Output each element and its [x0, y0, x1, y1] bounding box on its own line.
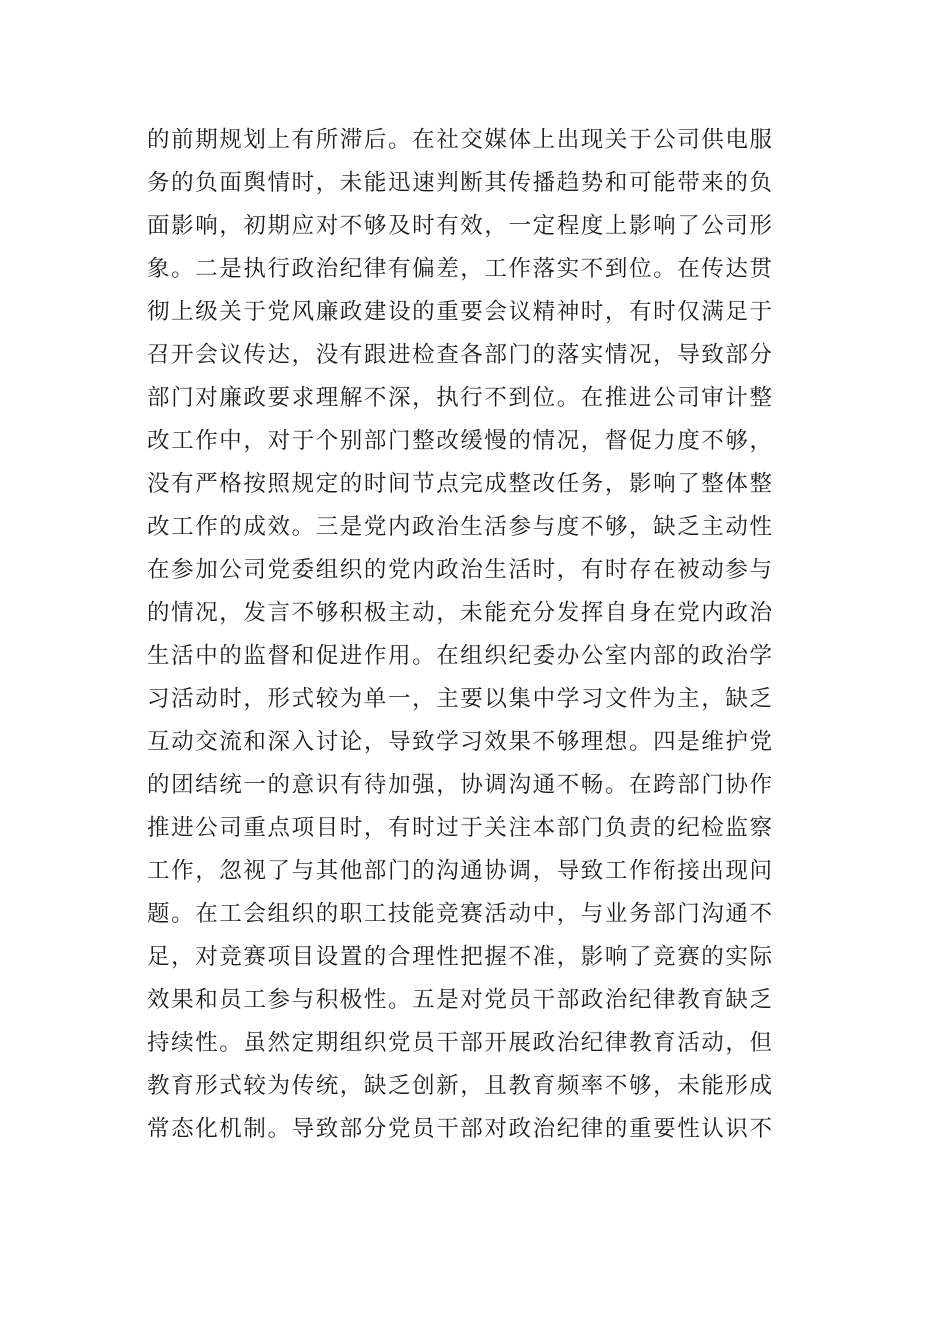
text-line: 改工作中，对于个别部门整改缓慢的情况，督促力度不够， [147, 428, 774, 454]
text-line: 面影响，初期应对不够及时有效，一定程度上影响了公司形 [147, 213, 774, 239]
text-line: 工作，忽视了与其他部门的沟通协调，导致工作衔接出现问 [147, 858, 774, 884]
text-line: 的情况，发言不够积极主动，未能充分发挥自身在党内政治 [147, 600, 774, 626]
text-line: 务的负面舆情时，未能迅速判断其传播趋势和可能带来的负 [147, 170, 774, 196]
text-line: 教育形式较为传统，缺乏创新，且教育频率不够，未能形成 [147, 1073, 774, 1099]
text-line: 生活中的监督和促进作用。在组织纪委办公室内部的政治学 [147, 643, 774, 669]
text-line: 召开会议传达，没有跟进检查各部门的落实情况，导致部分 [147, 342, 774, 368]
text-line: 彻上级关于党风廉政建设的重要会议精神时，有时仅满足于 [147, 299, 774, 325]
text-line: 的团结统一的意识有待加强，协调沟通不畅。在跨部门协作 [147, 772, 774, 798]
text-line: 改工作的成效。三是党内政治生活参与度不够，缺乏主动性 [147, 514, 774, 540]
text-line: 互动交流和深入讨论，导致学习效果不够理想。四是维护党 [147, 729, 774, 755]
text-line: 象。二是执行政治纪律有偏差，工作落实不到位。在传达贯 [147, 256, 774, 282]
text-line: 持续性。虽然定期组织党员干部开展政治纪律教育活动，但 [147, 1030, 774, 1056]
text-line: 在参加公司党委组织的党内政治生活时，有时存在被动参与 [147, 557, 774, 583]
text-line: 常态化机制。导致部分党员干部对政治纪律的重要性认识不 [147, 1116, 774, 1142]
text-line: 没有严格按照规定的时间节点完成整改任务，影响了整体整 [147, 471, 774, 497]
text-line: 足，对竞赛项目设置的合理性把握不准，影响了竞赛的实际 [147, 944, 774, 970]
text-line: 题。在工会组织的职工技能竞赛活动中，与业务部门沟通不 [147, 901, 774, 927]
text-line: 的前期规划上有所滞后。在社交媒体上出现关于公司供电服 [147, 127, 774, 153]
text-line: 效果和员工参与积极性。五是对党员干部政治纪律教育缺乏 [147, 987, 774, 1013]
text-line: 习活动时，形式较为单一，主要以集中学习文件为主，缺乏 [147, 686, 774, 712]
text-line: 部门对廉政要求理解不深，执行不到位。在推进公司审计整 [147, 385, 774, 411]
body-text [147, 119, 827, 1151]
text-line: 推进公司重点项目时，有时过于关注本部门负责的纪检监察 [147, 815, 774, 841]
